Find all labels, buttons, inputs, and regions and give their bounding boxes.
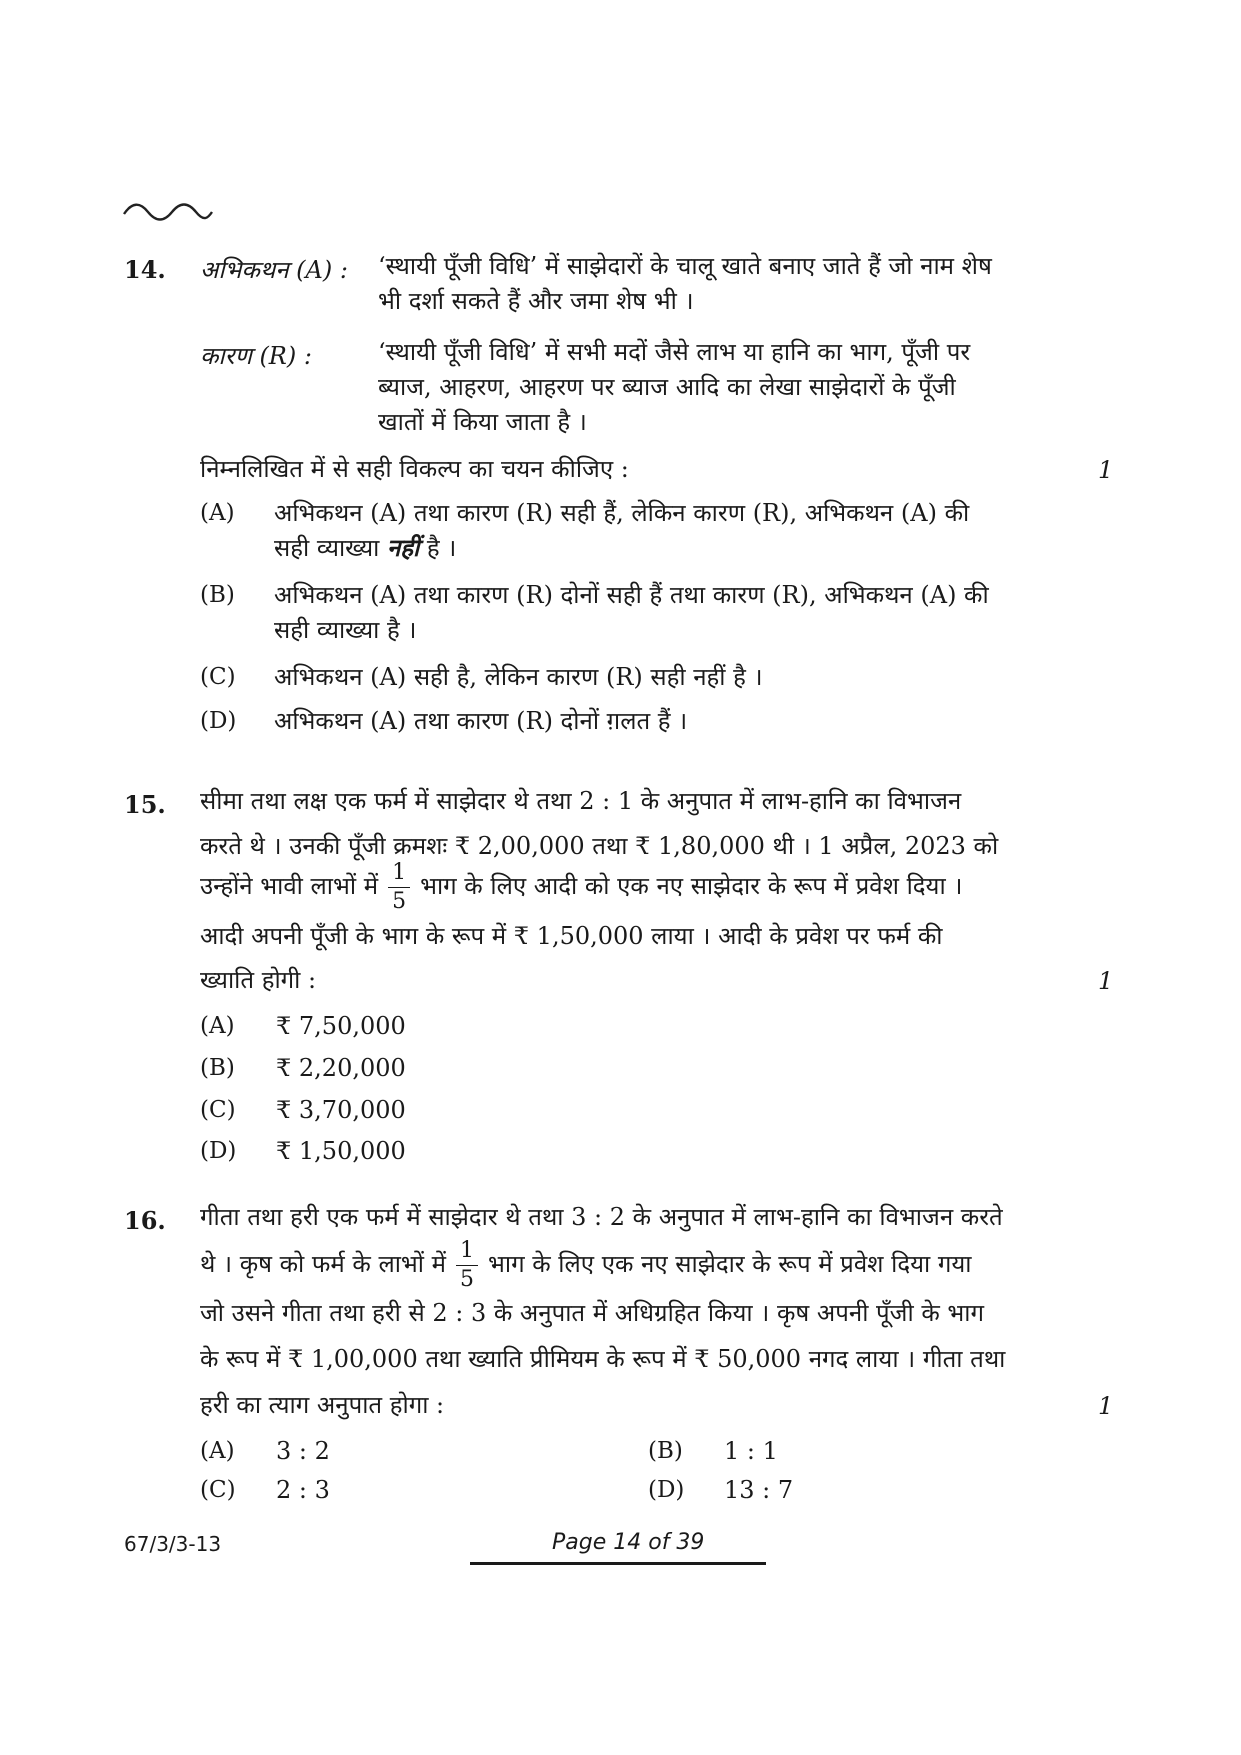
option-letter: (D) <box>200 708 237 734</box>
fraction-one-fifth <box>388 862 410 913</box>
question-15-line <box>200 862 962 913</box>
wave-mark-icon <box>122 200 214 222</box>
option-letter: (D) <box>648 1477 685 1503</box>
option-letter: (B) <box>648 1438 683 1464</box>
question-15-line: आदी अपनी पूँजी के भाग के रूप में ₹ 1,50,000 लाया । आदी के प्रवेश पर फर्म की <box>200 922 943 950</box>
question-16-line: गीता तथा हरी एक फर्म में साझेदार थे तथा 3 : 2 के अनुपात में लाभ-हानि का विभाजन करते <box>200 1203 1003 1231</box>
question-15-number: 15. <box>124 790 166 819</box>
assertion-label: अभिकथन (A) : <box>200 256 348 284</box>
question-15-line: सीमा तथा लक्ष एक फर्म में साझेदार थे तथा 2 : 1 के अनुपात में लाभ-हानि का विभाजन <box>200 787 962 815</box>
option-text: सही व्याख्या है । <box>274 616 417 644</box>
option-letter: (A) <box>200 1438 235 1464</box>
question-16-line: के रूप में ₹ 1,00,000 तथा ख्याति प्रीमियम के रूप में ₹ 50,000 नगद लाया । गीता तथा <box>200 1345 1006 1373</box>
question-16-text-part: भाग के लिए एक नए साझेदार के रूप में प्रवेश दिया गया <box>488 1250 972 1278</box>
option-text: 13 : 7 <box>724 1476 794 1504</box>
question-16-line: जो उसने गीता तथा हरी से 2 : 3 के अनुपात में अधिग्रहित किया । कृष अपनी पूँजी के भाग <box>200 1299 984 1327</box>
assertion-line: ‘स्थायी पूँजी विधि’ में साझेदारों के चालू खाते बनाए जाते हैं जो नाम शेष <box>378 252 992 280</box>
option-text: ₹ 7,50,000 <box>276 1012 406 1040</box>
option-text <box>274 531 456 565</box>
question-15-text-part: उन्होंने भावी लाभों में <box>200 872 379 900</box>
option-letter: (C) <box>200 1477 236 1503</box>
option-letter: (B) <box>200 1055 235 1081</box>
option-text: अभिकथन (A) तथा कारण (R) दोनों सही हैं तथा कारण (R), अभिकथन (A) की <box>274 581 989 609</box>
question-14-prompt: निम्नलिखित में से सही विकल्प का चयन कीजिए : <box>200 455 629 483</box>
option-letter: (A) <box>200 1013 235 1039</box>
option-text: अभिकथन (A) तथा कारण (R) दोनों ग़लत हैं । <box>274 707 688 735</box>
question-16-line <box>200 1240 972 1291</box>
assertion-line: भी दर्शा सकते हैं और जमा शेष भी । <box>378 287 694 315</box>
option-text: 2 : 3 <box>276 1476 330 1504</box>
option-letter: (B) <box>200 582 235 608</box>
paper-code: 67/3/3-13 <box>124 1532 222 1556</box>
fraction-denominator: 5 <box>392 889 407 914</box>
option-text-part: है । <box>419 534 457 562</box>
reason-label: कारण (R) : <box>200 342 312 370</box>
question-16-text-part: थे । कृष को फर्म के लाभों में <box>200 1250 447 1278</box>
option-text: ₹ 2,20,000 <box>276 1054 406 1082</box>
reason-line: ब्याज, आहरण, आहरण पर ब्याज आदि का लेखा साझेदारों के पूँजी <box>378 373 956 401</box>
question-14-number: 14. <box>124 255 166 284</box>
question-15-marks: 1 <box>1098 967 1114 995</box>
reason-line: खातों में किया जाता है । <box>378 408 587 436</box>
question-16-marks: 1 <box>1098 1392 1114 1420</box>
question-15-line: ख्याति होगी : <box>200 966 317 994</box>
option-text-part: सही व्याख्या <box>274 534 387 562</box>
reason-line: ‘स्थायी पूँजी विधि’ में सभी मदों जैसे लाभ या हानि का भाग, पूँजी पर <box>378 338 971 366</box>
option-letter: (C) <box>200 664 236 690</box>
option-text: ₹ 3,70,000 <box>276 1096 406 1124</box>
option-letter: (C) <box>200 1097 236 1123</box>
option-text: ₹ 1,50,000 <box>276 1137 406 1165</box>
question-16-number: 16. <box>124 1206 166 1235</box>
option-text: अभिकथन (A) तथा कारण (R) सही हैं, लेकिन कारण (R), अभिकथन (A) की <box>274 499 970 527</box>
fraction-denominator: 5 <box>460 1267 475 1292</box>
page-number: Page 14 of 39 <box>552 1530 705 1555</box>
fraction-one-fifth <box>456 1240 478 1291</box>
fraction-numerator: 1 <box>388 862 410 888</box>
question-14-marks: 1 <box>1098 456 1114 484</box>
option-letter: (D) <box>200 1138 237 1164</box>
emphasis-not: नहीं <box>386 533 420 562</box>
option-text: 3 : 2 <box>276 1437 330 1465</box>
question-16-line: हरी का त्याग अनुपात होगा : <box>200 1391 445 1419</box>
option-letter: (A) <box>200 500 235 526</box>
question-15-line: करते थे । उनकी पूँजी क्रमशः ₹ 2,00,000 तथा ₹ 1,80,000 थी । 1 अप्रैल, 2023 को <box>200 832 999 860</box>
fraction-numerator: 1 <box>456 1240 478 1266</box>
option-text: अभिकथन (A) सही है, लेकिन कारण (R) सही नहीं है । <box>274 663 763 691</box>
option-text: 1 : 1 <box>724 1437 778 1465</box>
question-15-text-part: भाग के लिए आदी को एक नए साझेदार के रूप में प्रवेश दिया । <box>420 872 963 900</box>
footer-underline <box>470 1562 766 1565</box>
